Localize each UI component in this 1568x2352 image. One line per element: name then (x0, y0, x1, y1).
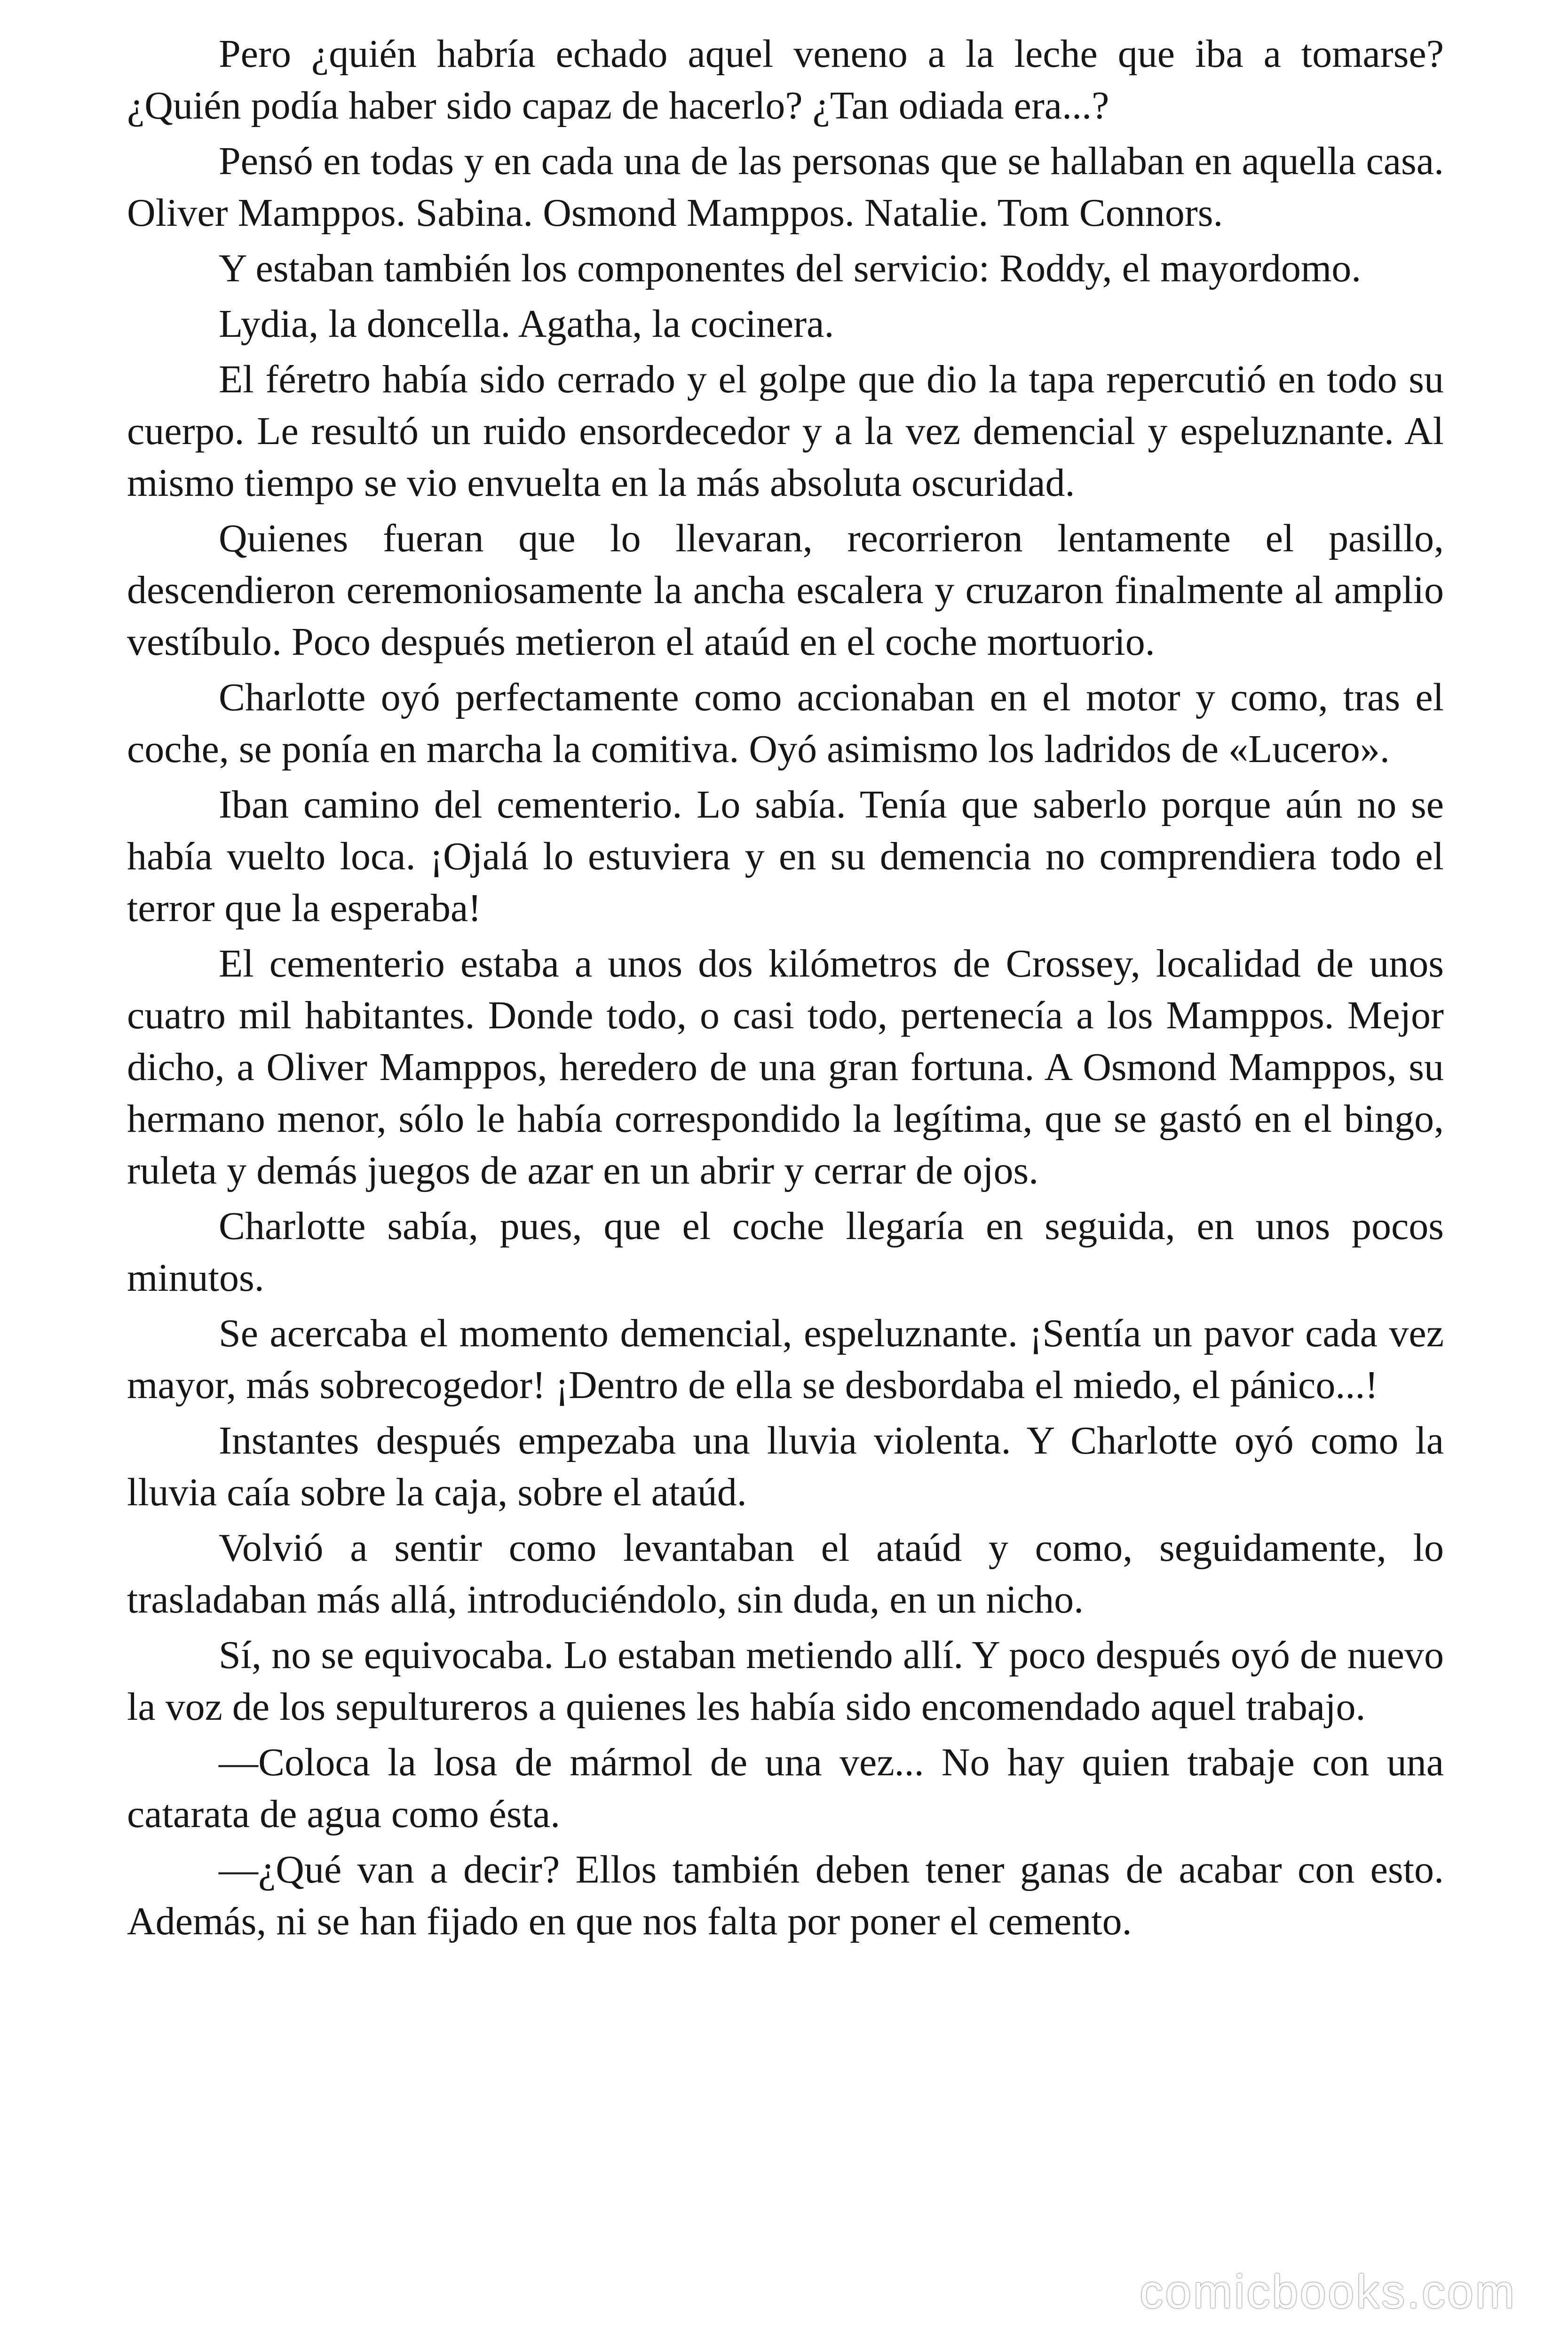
paragraph: Sí, no se equivocaba. Lo estaban metiendo allí. Y poco después oyó de nuevo la voz de los sepultureros a quienes les había sido encomendado aquel trabajo. (127, 1633, 1444, 1729)
paragraph: El cementerio estaba a unos dos kilómetros de Crossey, localidad de unos cuatro mil habitantes. Donde todo, o casi todo, pertenecía a los Mamppos. Mejor dicho, a Oliver Mamppos, heredero de una gran fortuna. A Osmond Mamppos, su hermano menor, sólo le había correspondido la legítima, que se gastó en el bingo, ruleta y demás juegos de azar en un abrir y cerrar de ojos. (127, 942, 1444, 1192)
paragraph: Volvió a sentir como levantaban el ataúd y como, seguidamente, lo trasladaban más allá, introduciéndolo, sin duda, en un nicho. (127, 1526, 1444, 1621)
paragraph: Y estaban también los componentes del servicio: Roddy, el mayordomo. (219, 246, 1362, 290)
paragraph: Se acercaba el momento demencial, espeluznante. ¡Sentía un pavor cada vez mayor, más sobrecogedor! ¡Dentro de ella se desbordaba el miedo, el pánico...! (127, 1311, 1444, 1407)
paragraph: Charlotte oyó perfectamente como accionaban en el motor y como, tras el coche, se ponía en marcha la comitiva. Oyó asimismo los ladridos de «Lucero». (127, 675, 1444, 771)
paragraph: Pero ¿quién habría echado aquel veneno a la leche que iba a tomarse? ¿Quién podía haber sido capaz de hacerlo? ¿Tan odiada era...? (127, 32, 1444, 127)
paragraph: El féretro había sido cerrado y el golpe que dio la tapa repercutió en todo su cuerpo. Le resultó un ruido ensordecedor y a la vez demencial y espeluznante. Al mismo tiempo se vio envuelta en la más absoluta oscuridad. (127, 358, 1444, 505)
paragraph: Charlotte sabía, pues, que el coche llegaría en seguida, en unos pocos minutos. (127, 1204, 1444, 1300)
paragraph: —¿Qué van a decir? Ellos también deben tener ganas de acabar con esto. Además, ni se han fijado en que nos falta por poner el cemento. (127, 1848, 1444, 1943)
document-page (127, 28, 1444, 2328)
watermark: comicbooks.com (1140, 2265, 1516, 2318)
paragraph: —Coloca la losa de mármol de una vez... No hay quien trabaje con una catarata de agua como ésta. (127, 1740, 1444, 1836)
paragraph: Instantes después empezaba una lluvia violenta. Y Charlotte oyó como la lluvia caía sobre la caja, sobre el ataúd. (127, 1419, 1444, 1514)
paragraph: Lydia, la doncella. Agatha, la cocinera. (219, 302, 834, 346)
paragraph: Pensó en todas y en cada una de las personas que se hallaban en aquella casa. Oliver Mamppos. Sabina. Osmond Mamppos. Natalie. Tom Connors. (127, 139, 1444, 235)
paragraph: Quienes fueran que lo llevaran, recorrieron lentamente el pasillo, descendieron ceremoniosamente la ancha escalera y cruzaron finalmente al amplio vestíbulo. Poco después metieron el ataúd en el coche mortuorio. (127, 516, 1444, 664)
paragraph: Iban camino del cementerio. Lo sabía. Tenía que saberlo porque aún no se había vuelto loca. ¡Ojalá lo estuviera y en su demencia no comprendiera todo el terror que la esperaba! (127, 783, 1444, 930)
